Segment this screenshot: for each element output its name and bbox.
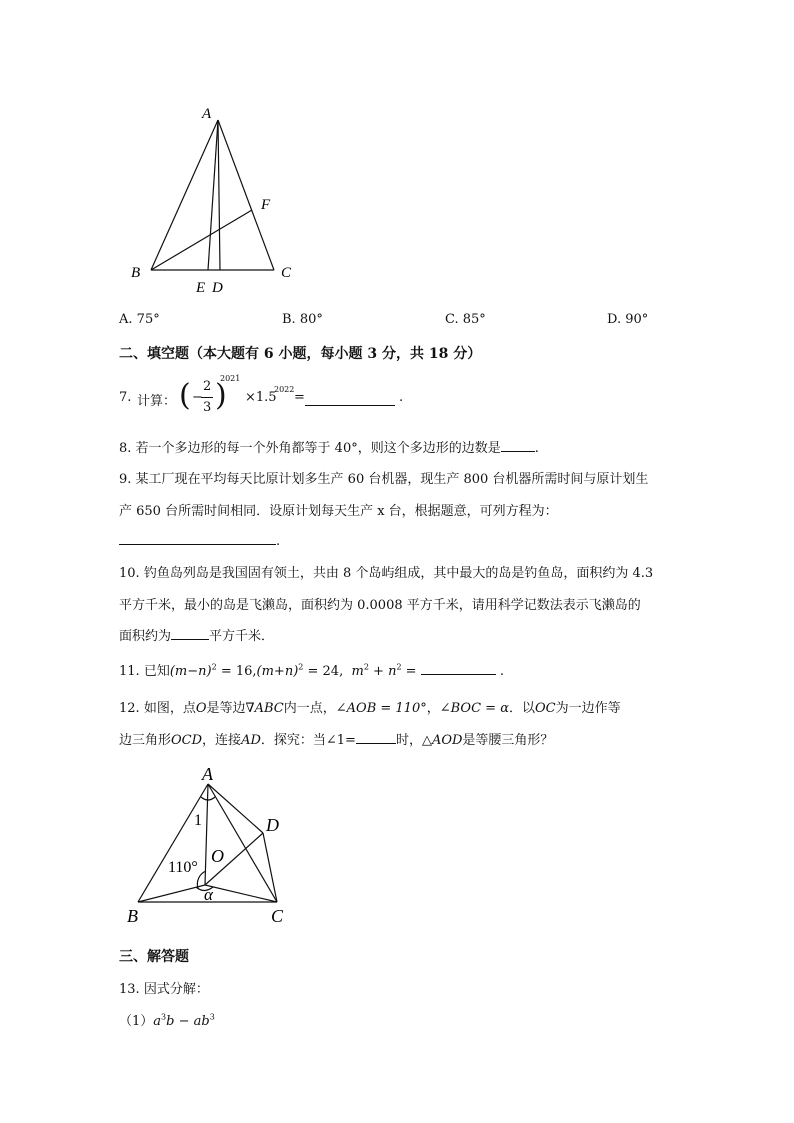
question-10-line-2: 平方千米，最小的岛是飞濑岛，面积约为 0.0008 平方千米，请用科学记数法表示飞濑岛的 — [119, 598, 641, 613]
choice-a-value: 75° — [136, 312, 160, 327]
choice-b-value: 80° — [299, 312, 323, 327]
label-alpha: α — [204, 885, 213, 904]
segment-bf — [151, 210, 252, 270]
q12-segment-oc: OC — [535, 701, 556, 716]
question-13 — [119, 978, 209, 997]
q12-line-2-c: ．探究：当∠1= — [260, 733, 356, 748]
figure-equilateral-triangle — [120, 760, 320, 930]
label-angle-110: 110° — [168, 859, 198, 876]
q11-exp-1: 2 — [211, 662, 217, 672]
q12-triangle-ocd: OCD — [171, 733, 203, 748]
q12-triangle-aod: △AOD — [421, 733, 463, 748]
q10-number: 10. — [119, 566, 140, 581]
q13-number: 13. — [119, 982, 140, 997]
q7-exponent-2: 2022 — [274, 385, 295, 394]
question-12-line-2 — [119, 729, 553, 748]
question-12-line-1 — [119, 697, 621, 716]
choice-c[interactable] — [445, 312, 486, 327]
q12-angle-boc: ∠BOC = α — [439, 701, 509, 716]
choice-c-value: 85° — [462, 312, 486, 327]
q7-equals: = — [294, 390, 305, 405]
q12-answer-blank[interactable] — [356, 729, 396, 744]
q8-end: . — [534, 441, 539, 456]
q13-part-1-label: （1） — [119, 1014, 154, 1029]
q10-line-1: 钓鱼岛列岛是我国固有领土，共由 8 个岛屿组成，其中最大的岛是钓鱼岛，面积约为 4.3 — [143, 566, 654, 581]
question-9-line-1 — [119, 468, 648, 487]
label-c: C — [271, 906, 284, 926]
q13-part-1-exp-a: 3 — [161, 1012, 167, 1022]
q12-angle-aob: ∠AOB = 110° — [335, 701, 427, 716]
q11-mid-2: = 24, — [303, 664, 344, 679]
question-10-line-1 — [119, 562, 653, 581]
q7-left-paren: ( — [179, 378, 191, 413]
q12-number: 12. — [119, 701, 140, 716]
q7-fraction-denominator: 3 — [203, 400, 212, 415]
q7-exponent-1: 2021 — [220, 374, 241, 383]
choice-b-letter: B. — [282, 312, 296, 327]
q7-minus: − — [192, 390, 203, 405]
label-c: C — [281, 265, 292, 281]
q11-eq: = — [401, 664, 421, 679]
segment-ad — [218, 120, 220, 270]
label-angle-1: 1 — [194, 812, 202, 829]
q11-end: . — [499, 664, 504, 679]
choice-d[interactable] — [607, 312, 648, 327]
q7-end: . — [399, 390, 404, 405]
q12-line-2-a: 边三角形 — [119, 733, 172, 748]
q7-answer-blank[interactable] — [305, 391, 395, 406]
label-b: B — [127, 906, 138, 926]
q9-line-1: 某工厂现在平均每天比原计划多生产 60 台机器，现生产 800 台机器所需时间与原计划生 — [135, 472, 649, 487]
label-f: F — [261, 197, 271, 213]
q12-point-o: O — [195, 701, 207, 716]
q12-segment-ad: AD — [241, 733, 261, 748]
q11-expr-3: m — [351, 664, 364, 679]
segment-co — [205, 885, 277, 902]
question-7 — [119, 374, 419, 418]
q7-prefix: 计算： — [137, 394, 177, 409]
q11-mid-1: = 16, — [216, 664, 257, 679]
side-ab — [151, 120, 218, 270]
q13-part-1-expr-a: a — [153, 1014, 162, 1029]
q11-exp-2: 2 — [298, 662, 304, 672]
q13-text: 因式分解： — [143, 982, 209, 997]
segment-ad — [208, 784, 263, 833]
choice-d-letter: D. — [607, 312, 622, 327]
question-10-line-3 — [119, 625, 274, 644]
choice-b[interactable] — [282, 312, 323, 327]
segment-cd — [263, 833, 277, 902]
q11-expr-2: (m+n) — [256, 664, 299, 679]
question-9-line-3 — [119, 530, 280, 549]
q11-plus: + n — [368, 664, 397, 679]
q12-line-1-e: 为一边作等 — [555, 701, 621, 716]
q7-fraction-bar — [201, 397, 213, 398]
q12-line-2-e: 是等腰三角形？ — [462, 733, 554, 748]
label-d: D — [266, 815, 279, 835]
q9-number: 9. — [119, 472, 132, 487]
label-e: E — [196, 280, 206, 296]
q10-answer-blank[interactable] — [171, 625, 209, 640]
q13-part-1-expr-b: b − ab — [166, 1014, 210, 1029]
q7-fraction-numerator: 2 — [203, 379, 212, 394]
section-2-title: 二、填空题（本大题有 6 小题，每小题 3 分，共 18 分） — [119, 346, 482, 362]
choice-a[interactable] — [119, 312, 160, 327]
q12-sep: ， — [426, 701, 440, 716]
figure-triangle-abc — [120, 100, 320, 300]
q11-exp-4: 2 — [396, 662, 402, 672]
q8-answer-blank[interactable] — [501, 437, 535, 452]
q12-line-1-d: ．以 — [508, 701, 535, 716]
q12-line-1-c: 内一点， — [283, 701, 336, 716]
q9-end: . — [276, 534, 281, 549]
q11-prefix: 已知 — [143, 664, 170, 679]
segment-bo — [138, 885, 205, 902]
q11-number: 11. — [119, 664, 140, 679]
q8-number: 8. — [119, 441, 132, 456]
q7-multiplier: ×1.5 — [245, 390, 277, 405]
side-ac — [208, 784, 277, 902]
q12-line-2-b: ，连接 — [202, 733, 242, 748]
q7-number: 7. — [119, 390, 132, 405]
q12-line-2-d: 时， — [395, 733, 422, 748]
choice-c-letter: C. — [445, 312, 459, 327]
question-8 — [119, 437, 539, 456]
choice-a-letter: A. — [119, 312, 133, 327]
side-ac — [218, 120, 274, 270]
choice-d-value: 90° — [625, 312, 649, 327]
q8-text: 若一个多边形的每一个外角都等于 40°，则这个多边形的边数是 — [135, 441, 501, 456]
q11-expr-1: (m−n) — [169, 664, 212, 679]
q10-line-3-prefix: 面积约为 — [119, 629, 172, 644]
q12-triangle-abc: ∇ABC — [245, 701, 284, 716]
question-13-part-1 — [119, 1010, 215, 1029]
label-a: A — [202, 764, 213, 784]
segment-ae — [208, 120, 218, 270]
label-b: B — [131, 265, 141, 281]
q12-line-1-a: 如图，点 — [143, 701, 196, 716]
section-3-title: 三、解答题 — [119, 949, 189, 965]
q7-right-paren: ) — [215, 378, 227, 413]
q12-line-1-b: 是等边 — [206, 701, 246, 716]
q13-part-1-exp-b: 3 — [209, 1012, 215, 1022]
question-11 — [119, 660, 504, 679]
label-d: D — [212, 280, 223, 296]
question-9-line-2: 产 650 台所需时间相同．设原计划每天生产 x 台，根据题意，可列方程为： — [119, 504, 558, 519]
q11-exp-3: 2 — [363, 662, 369, 672]
q10-line-3-suffix: 平方千米． — [209, 629, 275, 644]
label-o: O — [211, 846, 224, 866]
q11-answer-blank[interactable] — [421, 660, 496, 675]
q9-answer-blank[interactable] — [119, 530, 276, 545]
label-a: A — [202, 106, 212, 122]
